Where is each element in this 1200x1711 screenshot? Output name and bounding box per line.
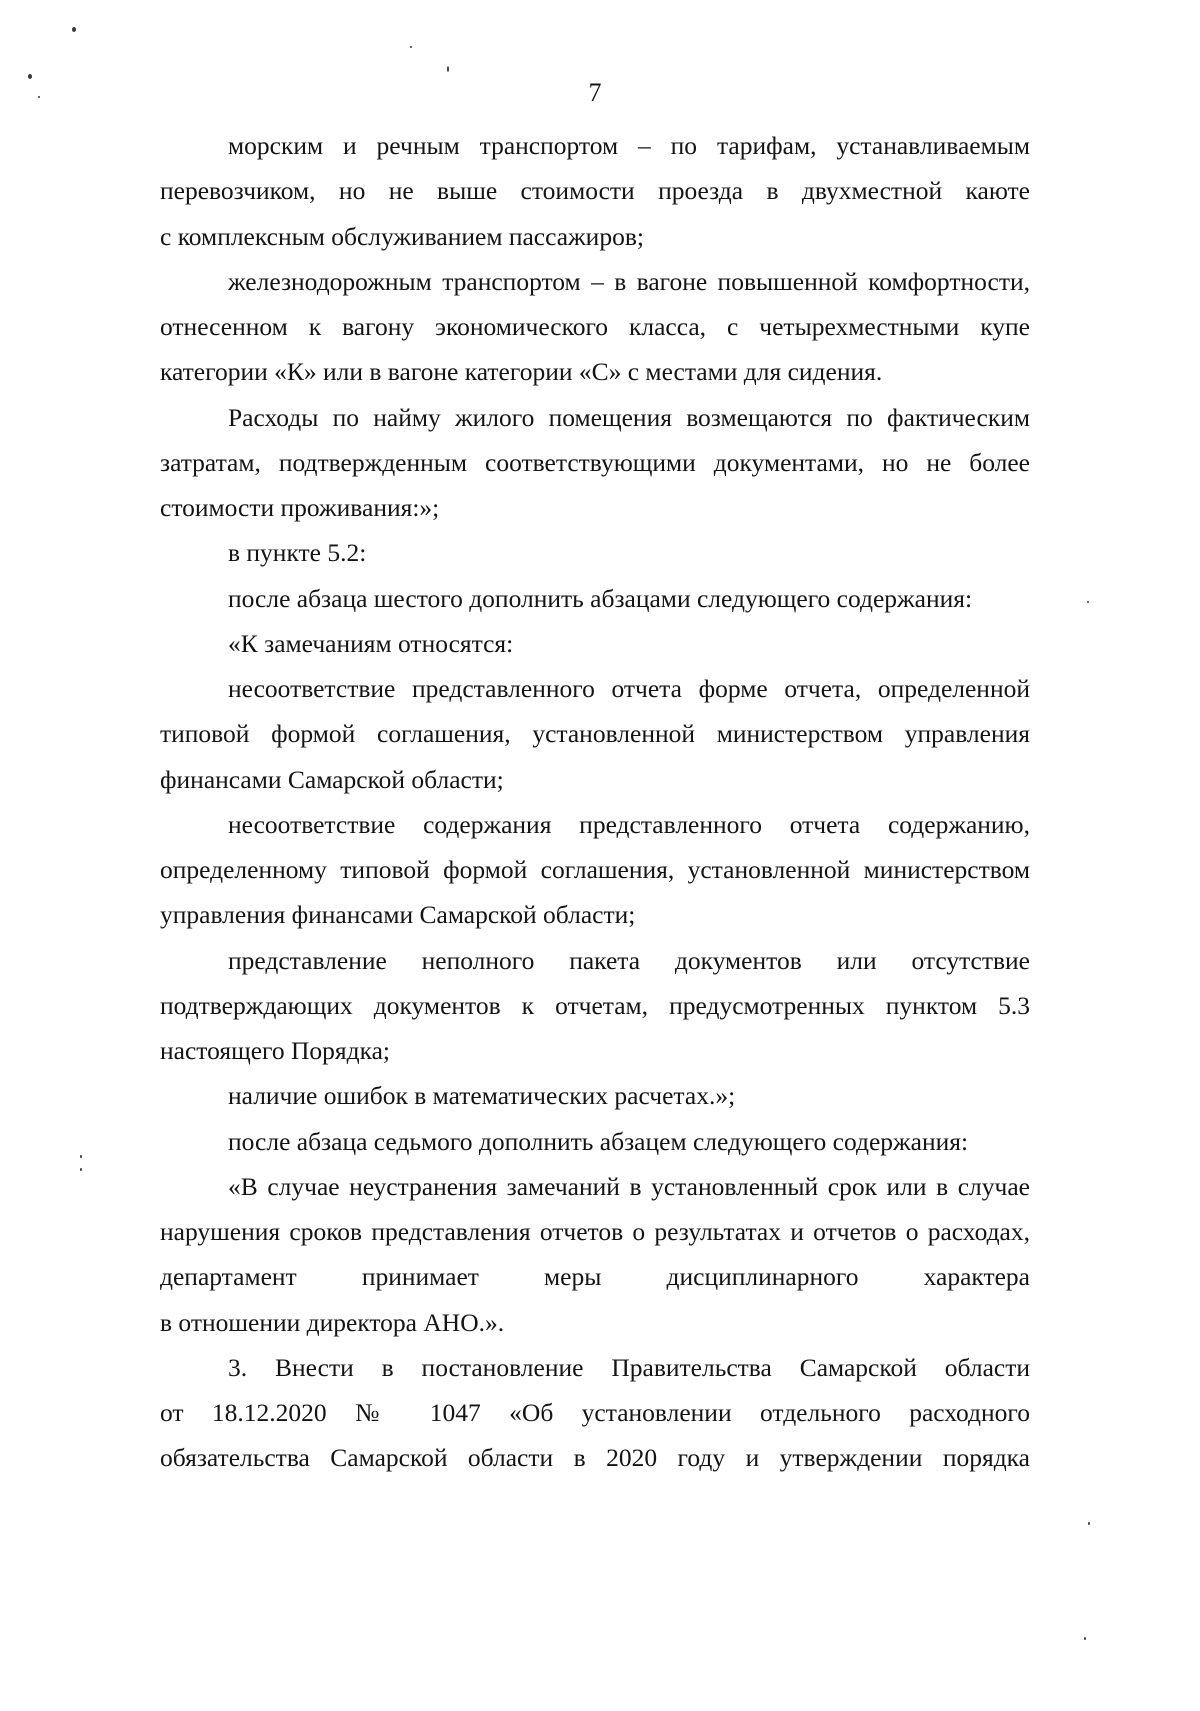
text-line: несоответствие представленного отчета форме отчета, определенной	[228, 674, 1030, 703]
text-line: отнесенном к вагону экономического класса, с четырехместными купе	[160, 312, 1030, 341]
text-line: «В случае неустранения замечаний в установленный срок или в случае	[228, 1171, 1030, 1201]
scan-speck	[38, 96, 40, 98]
text-line: затратам, подтвержденным соответствующими документами, но не более	[160, 447, 1030, 477]
text-line: после абзаца седьмого дополнить абзацем следующего содержания:	[228, 1126, 969, 1156]
text-line: в пункте 5.2:	[228, 538, 367, 568]
text-line: департамент принимает меры дисциплинарного характера	[160, 1262, 1030, 1292]
text-line: наличие ошибок в математических расчетах.»;	[228, 1081, 736, 1111]
paragraph	[160, 1164, 1030, 1345]
text-line: «К замечаниям относятся:	[228, 628, 514, 658]
text-line: в отношении директора АНО.».	[160, 1307, 505, 1337]
scan-speck	[1087, 601, 1089, 603]
paragraph	[160, 576, 1030, 621]
text-line: подтверждающих документов к отчетам, предусмотренных пунктом 5.3	[160, 990, 1030, 1020]
text-line: представление неполного пакета документов или отсутствие	[228, 945, 1030, 975]
scan-speck	[1088, 1522, 1090, 1525]
scan-speck	[80, 1168, 82, 1171]
text-line: морским и речным транспортом – по тарифам, устанавливаемым	[228, 131, 1030, 160]
text-line: финансами Самарской области;	[160, 764, 504, 794]
paragraph	[160, 1119, 1030, 1164]
document-body	[160, 123, 1030, 1481]
paragraph	[160, 621, 1030, 666]
paragraph	[160, 259, 1030, 395]
text-line: с комплексным обслуживанием пассажиров;	[160, 221, 644, 251]
paragraph	[160, 1073, 1030, 1118]
paragraph	[160, 938, 1030, 1074]
scan-speck	[80, 1155, 82, 1158]
text-line: управления финансами Самарской области;	[160, 900, 636, 930]
paragraph	[160, 530, 1030, 575]
scan-speck	[447, 66, 449, 72]
text-line: Расходы по найму жилого помещения возмещаются по фактическим	[228, 402, 1030, 432]
text-line: обязательства Самарской области в 2020 году и утверждении порядка	[160, 1443, 1030, 1473]
text-line: категории «К» или в вагоне категории «С» с местами для сидения.	[160, 357, 883, 387]
text-line: после абзаца шестого дополнить абзацами следующего содержания:	[228, 583, 973, 613]
paragraph	[160, 802, 1030, 938]
paragraph	[160, 1345, 1030, 1481]
text-line: несоответствие содержания представленного отчета содержанию,	[228, 809, 1030, 839]
text-line: типовой формой соглашения, установленной министерством управления	[160, 719, 1030, 749]
text-line: перевозчиком, но не выше стоимости проезда в двухместной каюте	[160, 176, 1030, 206]
page-number: 7	[588, 78, 602, 107]
scan-speck	[28, 74, 32, 79]
scan-speck	[410, 46, 412, 48]
text-line: настоящего Порядка;	[160, 1036, 391, 1065]
scan-speck	[1084, 1637, 1086, 1640]
text-line: железнодорожным транспортом – в вагоне повышенной комфортности,	[228, 266, 1030, 296]
text-line: 3. Внести в постановление Правительства Самарской области	[228, 1352, 1030, 1382]
text-line: от 18.12.2020 № 1047 «Об установлении отдельного расходного	[160, 1398, 1030, 1427]
paragraph	[160, 666, 1030, 802]
text-line: стоимости проживания:»;	[160, 493, 440, 522]
scan-speck	[72, 27, 76, 32]
paragraph	[160, 395, 1030, 531]
paragraph	[160, 123, 1030, 259]
text-line: нарушения сроков представления отчетов о результатах и отчетов о расходах,	[160, 1217, 1030, 1246]
text-line: определенному типовой формой соглашения, установленной министерством	[160, 855, 1030, 884]
